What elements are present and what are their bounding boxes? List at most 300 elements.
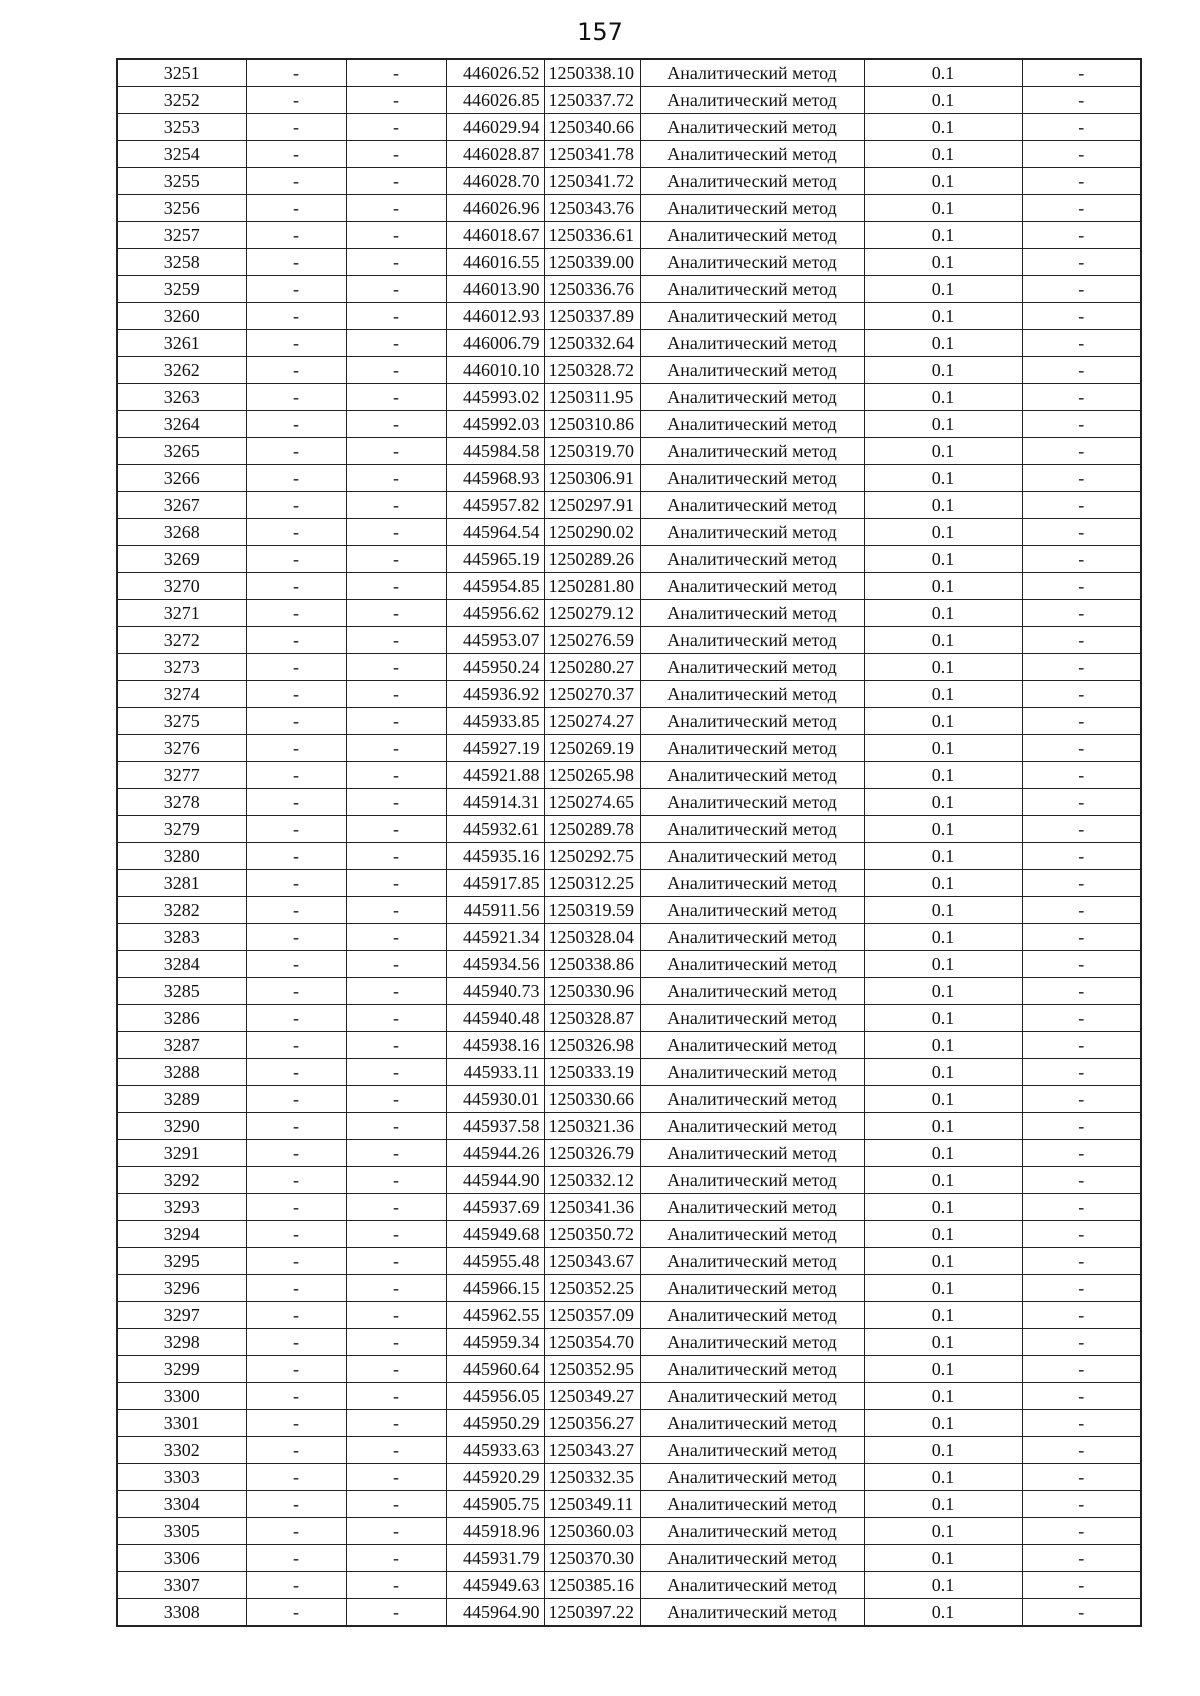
dash-cell: -: [246, 411, 346, 438]
y-coordinate-cell: 1250330.66: [544, 1086, 640, 1113]
point-number-cell: 3263: [117, 384, 246, 411]
dash-cell: -: [246, 1140, 346, 1167]
dash-cell: -: [246, 600, 346, 627]
method-cell: Аналитический метод: [640, 1059, 864, 1086]
y-coordinate-cell: 1250269.19: [544, 735, 640, 762]
accuracy-cell: 0.1: [864, 276, 1022, 303]
x-coordinate-cell: 446018.67: [446, 222, 544, 249]
accuracy-cell: 0.1: [864, 627, 1022, 654]
accuracy-cell: 0.1: [864, 1491, 1022, 1518]
accuracy-cell: 0.1: [864, 357, 1022, 384]
x-coordinate-cell: 445949.68: [446, 1221, 544, 1248]
dash-cell: -: [246, 357, 346, 384]
point-number-cell: 3280: [117, 843, 246, 870]
x-coordinate-cell: 445993.02: [446, 384, 544, 411]
x-coordinate-cell: 446012.93: [446, 303, 544, 330]
table-row: [117, 1032, 1141, 1059]
table-body: [117, 59, 1141, 1626]
y-coordinate-cell: 1250341.78: [544, 141, 640, 168]
accuracy-cell: 0.1: [864, 1572, 1022, 1599]
dash-cell: -: [1022, 1275, 1141, 1302]
dash-cell: -: [346, 546, 446, 573]
y-coordinate-cell: 1250274.27: [544, 708, 640, 735]
x-coordinate-cell: 445956.62: [446, 600, 544, 627]
point-number-cell: 3272: [117, 627, 246, 654]
dash-cell: -: [346, 573, 446, 600]
table-row: [117, 1329, 1141, 1356]
table-row: [117, 195, 1141, 222]
dash-cell: -: [246, 276, 346, 303]
dash-cell: -: [346, 816, 446, 843]
dash-cell: -: [1022, 114, 1141, 141]
x-coordinate-cell: 445911.56: [446, 897, 544, 924]
dash-cell: -: [346, 276, 446, 303]
table-row: [117, 546, 1141, 573]
y-coordinate-cell: 1250280.27: [544, 654, 640, 681]
dash-cell: -: [1022, 1599, 1141, 1627]
table-row: [117, 1140, 1141, 1167]
dash-cell: -: [246, 1113, 346, 1140]
dash-cell: -: [346, 357, 446, 384]
dash-cell: -: [246, 438, 346, 465]
y-coordinate-cell: 1250357.09: [544, 1302, 640, 1329]
accuracy-cell: 0.1: [864, 492, 1022, 519]
dash-cell: -: [346, 492, 446, 519]
dash-cell: -: [1022, 1356, 1141, 1383]
accuracy-cell: 0.1: [864, 1140, 1022, 1167]
method-cell: Аналитический метод: [640, 330, 864, 357]
dash-cell: -: [246, 195, 346, 222]
point-number-cell: 3253: [117, 114, 246, 141]
y-coordinate-cell: 1250343.67: [544, 1248, 640, 1275]
point-number-cell: 3266: [117, 465, 246, 492]
method-cell: Аналитический метод: [640, 627, 864, 654]
y-coordinate-cell: 1250350.72: [544, 1221, 640, 1248]
table-row: [117, 1356, 1141, 1383]
point-number-cell: 3288: [117, 1059, 246, 1086]
y-coordinate-cell: 1250319.70: [544, 438, 640, 465]
x-coordinate-cell: 446010.10: [446, 357, 544, 384]
accuracy-cell: 0.1: [864, 1383, 1022, 1410]
table-row: [117, 1302, 1141, 1329]
table-row: [117, 600, 1141, 627]
dash-cell: -: [346, 330, 446, 357]
table-row: [117, 1275, 1141, 1302]
y-coordinate-cell: 1250332.35: [544, 1464, 640, 1491]
y-coordinate-cell: 1250341.36: [544, 1194, 640, 1221]
accuracy-cell: 0.1: [864, 384, 1022, 411]
y-coordinate-cell: 1250341.72: [544, 168, 640, 195]
dash-cell: -: [1022, 546, 1141, 573]
dash-cell: -: [346, 1599, 446, 1627]
dash-cell: -: [246, 1383, 346, 1410]
point-number-cell: 3297: [117, 1302, 246, 1329]
dash-cell: -: [1022, 843, 1141, 870]
table-row: [117, 1572, 1141, 1599]
y-coordinate-cell: 1250338.86: [544, 951, 640, 978]
point-number-cell: 3300: [117, 1383, 246, 1410]
y-coordinate-cell: 1250310.86: [544, 411, 640, 438]
dash-cell: -: [246, 1518, 346, 1545]
dash-cell: -: [246, 1572, 346, 1599]
table-row: [117, 1113, 1141, 1140]
y-coordinate-cell: 1250265.98: [544, 762, 640, 789]
dash-cell: -: [346, 1005, 446, 1032]
x-coordinate-cell: 445934.56: [446, 951, 544, 978]
accuracy-cell: 0.1: [864, 1464, 1022, 1491]
point-number-cell: 3304: [117, 1491, 246, 1518]
method-cell: Аналитический метод: [640, 546, 864, 573]
dash-cell: -: [1022, 951, 1141, 978]
dash-cell: -: [1022, 573, 1141, 600]
x-coordinate-cell: 445931.79: [446, 1545, 544, 1572]
method-cell: Аналитический метод: [640, 1194, 864, 1221]
dash-cell: -: [246, 816, 346, 843]
dash-cell: -: [246, 249, 346, 276]
y-coordinate-cell: 1250337.72: [544, 87, 640, 114]
accuracy-cell: 0.1: [864, 924, 1022, 951]
x-coordinate-cell: 445935.16: [446, 843, 544, 870]
method-cell: Аналитический метод: [640, 1140, 864, 1167]
point-number-cell: 3285: [117, 978, 246, 1005]
dash-cell: -: [1022, 1329, 1141, 1356]
table-row: [117, 141, 1141, 168]
x-coordinate-cell: 445944.90: [446, 1167, 544, 1194]
table-row: [117, 411, 1141, 438]
point-number-cell: 3282: [117, 897, 246, 924]
x-coordinate-cell: 445937.69: [446, 1194, 544, 1221]
dash-cell: -: [246, 87, 346, 114]
dash-cell: -: [246, 1329, 346, 1356]
dash-cell: -: [346, 303, 446, 330]
method-cell: Аналитический метод: [640, 59, 864, 87]
method-cell: Аналитический метод: [640, 924, 864, 951]
accuracy-cell: 0.1: [864, 1221, 1022, 1248]
table-row: [117, 114, 1141, 141]
dash-cell: -: [246, 1194, 346, 1221]
dash-cell: -: [1022, 600, 1141, 627]
x-coordinate-cell: 445956.05: [446, 1383, 544, 1410]
table-row: [117, 681, 1141, 708]
method-cell: Аналитический метод: [640, 141, 864, 168]
table-row: [117, 519, 1141, 546]
point-number-cell: 3292: [117, 1167, 246, 1194]
table-row: [117, 924, 1141, 951]
method-cell: Аналитический метод: [640, 573, 864, 600]
dash-cell: -: [346, 1167, 446, 1194]
x-coordinate-cell: 445938.16: [446, 1032, 544, 1059]
dash-cell: -: [346, 1464, 446, 1491]
x-coordinate-cell: 445937.58: [446, 1113, 544, 1140]
y-coordinate-cell: 1250270.37: [544, 681, 640, 708]
dash-cell: -: [1022, 1518, 1141, 1545]
point-number-cell: 3265: [117, 438, 246, 465]
accuracy-cell: 0.1: [864, 519, 1022, 546]
table-row: [117, 222, 1141, 249]
x-coordinate-cell: 445950.24: [446, 654, 544, 681]
accuracy-cell: 0.1: [864, 1599, 1022, 1627]
table-row: [117, 87, 1141, 114]
table-row: [117, 816, 1141, 843]
dash-cell: -: [246, 1545, 346, 1572]
accuracy-cell: 0.1: [864, 681, 1022, 708]
point-number-cell: 3254: [117, 141, 246, 168]
method-cell: Аналитический метод: [640, 951, 864, 978]
dash-cell: -: [246, 222, 346, 249]
table-row: [117, 1491, 1141, 1518]
y-coordinate-cell: 1250354.70: [544, 1329, 640, 1356]
y-coordinate-cell: 1250292.75: [544, 843, 640, 870]
method-cell: Аналитический метод: [640, 1491, 864, 1518]
point-number-cell: 3298: [117, 1329, 246, 1356]
y-coordinate-cell: 1250328.87: [544, 1005, 640, 1032]
method-cell: Аналитический метод: [640, 600, 864, 627]
y-coordinate-cell: 1250274.65: [544, 789, 640, 816]
dash-cell: -: [346, 195, 446, 222]
method-cell: Аналитический метод: [640, 1329, 864, 1356]
dash-cell: -: [1022, 1032, 1141, 1059]
dash-cell: -: [246, 303, 346, 330]
coordinates-table: [116, 58, 1142, 1627]
table-row: [117, 897, 1141, 924]
dash-cell: -: [1022, 1302, 1141, 1329]
point-number-cell: 3252: [117, 87, 246, 114]
dash-cell: -: [1022, 168, 1141, 195]
dash-cell: -: [246, 519, 346, 546]
method-cell: Аналитический метод: [640, 897, 864, 924]
dash-cell: -: [346, 519, 446, 546]
table-row: [117, 843, 1141, 870]
dash-cell: -: [246, 843, 346, 870]
point-number-cell: 3255: [117, 168, 246, 195]
x-coordinate-cell: 445933.85: [446, 708, 544, 735]
accuracy-cell: 0.1: [864, 1518, 1022, 1545]
dash-cell: -: [1022, 1113, 1141, 1140]
accuracy-cell: 0.1: [864, 816, 1022, 843]
accuracy-cell: 0.1: [864, 1059, 1022, 1086]
y-coordinate-cell: 1250336.76: [544, 276, 640, 303]
point-number-cell: 3271: [117, 600, 246, 627]
dash-cell: -: [246, 1437, 346, 1464]
method-cell: Аналитический метод: [640, 1356, 864, 1383]
point-number-cell: 3306: [117, 1545, 246, 1572]
dash-cell: -: [246, 978, 346, 1005]
table-row: [117, 1545, 1141, 1572]
x-coordinate-cell: 445933.63: [446, 1437, 544, 1464]
accuracy-cell: 0.1: [864, 1086, 1022, 1113]
point-number-cell: 3273: [117, 654, 246, 681]
dash-cell: -: [346, 1086, 446, 1113]
point-number-cell: 3308: [117, 1599, 246, 1627]
table-row: [117, 330, 1141, 357]
method-cell: Аналитический метод: [640, 735, 864, 762]
dash-cell: -: [1022, 681, 1141, 708]
dash-cell: -: [1022, 1086, 1141, 1113]
point-number-cell: 3278: [117, 789, 246, 816]
x-coordinate-cell: 446029.94: [446, 114, 544, 141]
point-number-cell: 3307: [117, 1572, 246, 1599]
table-row: [117, 1167, 1141, 1194]
x-coordinate-cell: 446028.70: [446, 168, 544, 195]
method-cell: Аналитический метод: [640, 384, 864, 411]
point-number-cell: 3261: [117, 330, 246, 357]
dash-cell: -: [246, 1599, 346, 1627]
y-coordinate-cell: 1250343.76: [544, 195, 640, 222]
y-coordinate-cell: 1250352.25: [544, 1275, 640, 1302]
dash-cell: -: [346, 1356, 446, 1383]
dash-cell: -: [1022, 1491, 1141, 1518]
point-number-cell: 3296: [117, 1275, 246, 1302]
dash-cell: -: [1022, 276, 1141, 303]
dash-cell: -: [346, 897, 446, 924]
x-coordinate-cell: 445921.88: [446, 762, 544, 789]
x-coordinate-cell: 445918.96: [446, 1518, 544, 1545]
x-coordinate-cell: 445964.90: [446, 1599, 544, 1627]
accuracy-cell: 0.1: [864, 168, 1022, 195]
dash-cell: -: [1022, 303, 1141, 330]
table-row: [117, 870, 1141, 897]
dash-cell: -: [246, 1032, 346, 1059]
dash-cell: -: [1022, 924, 1141, 951]
y-coordinate-cell: 1250319.59: [544, 897, 640, 924]
accuracy-cell: 0.1: [864, 59, 1022, 87]
point-number-cell: 3303: [117, 1464, 246, 1491]
dash-cell: -: [246, 492, 346, 519]
point-number-cell: 3299: [117, 1356, 246, 1383]
dash-cell: -: [1022, 870, 1141, 897]
dash-cell: -: [1022, 357, 1141, 384]
accuracy-cell: 0.1: [864, 1410, 1022, 1437]
dash-cell: -: [246, 1221, 346, 1248]
method-cell: Аналитический метод: [640, 1248, 864, 1275]
point-number-cell: 3293: [117, 1194, 246, 1221]
x-coordinate-cell: 445955.48: [446, 1248, 544, 1275]
point-number-cell: 3257: [117, 222, 246, 249]
dash-cell: -: [1022, 222, 1141, 249]
table-row: [117, 168, 1141, 195]
point-number-cell: 3277: [117, 762, 246, 789]
y-coordinate-cell: 1250311.95: [544, 384, 640, 411]
y-coordinate-cell: 1250360.03: [544, 1518, 640, 1545]
dash-cell: -: [1022, 195, 1141, 222]
x-coordinate-cell: 445957.82: [446, 492, 544, 519]
method-cell: Аналитический метод: [640, 222, 864, 249]
dash-cell: -: [246, 654, 346, 681]
x-coordinate-cell: 445953.07: [446, 627, 544, 654]
method-cell: Аналитический метод: [640, 1437, 864, 1464]
accuracy-cell: 0.1: [864, 762, 1022, 789]
point-number-cell: 3302: [117, 1437, 246, 1464]
dash-cell: -: [246, 708, 346, 735]
y-coordinate-cell: 1250339.00: [544, 249, 640, 276]
table-row: [117, 1005, 1141, 1032]
dash-cell: -: [1022, 1410, 1141, 1437]
method-cell: Аналитический метод: [640, 465, 864, 492]
dash-cell: -: [346, 654, 446, 681]
x-coordinate-cell: 445966.15: [446, 1275, 544, 1302]
x-coordinate-cell: 445905.75: [446, 1491, 544, 1518]
x-coordinate-cell: 445984.58: [446, 438, 544, 465]
point-number-cell: 3301: [117, 1410, 246, 1437]
method-cell: Аналитический метод: [640, 438, 864, 465]
dash-cell: -: [1022, 438, 1141, 465]
point-number-cell: 3286: [117, 1005, 246, 1032]
x-coordinate-cell: 446026.96: [446, 195, 544, 222]
dash-cell: -: [1022, 978, 1141, 1005]
method-cell: Аналитический метод: [640, 789, 864, 816]
y-coordinate-cell: 1250326.98: [544, 1032, 640, 1059]
dash-cell: -: [246, 870, 346, 897]
accuracy-cell: 0.1: [864, 978, 1022, 1005]
dash-cell: -: [1022, 654, 1141, 681]
point-number-cell: 3262: [117, 357, 246, 384]
accuracy-cell: 0.1: [864, 870, 1022, 897]
table-row: [117, 276, 1141, 303]
y-coordinate-cell: 1250352.95: [544, 1356, 640, 1383]
dash-cell: -: [1022, 249, 1141, 276]
dash-cell: -: [346, 1221, 446, 1248]
dash-cell: -: [346, 1329, 446, 1356]
y-coordinate-cell: 1250312.25: [544, 870, 640, 897]
dash-cell: -: [346, 762, 446, 789]
accuracy-cell: 0.1: [864, 330, 1022, 357]
dash-cell: -: [1022, 1464, 1141, 1491]
dash-cell: -: [346, 708, 446, 735]
dash-cell: -: [246, 897, 346, 924]
point-number-cell: 3264: [117, 411, 246, 438]
point-number-cell: 3283: [117, 924, 246, 951]
dash-cell: -: [246, 1302, 346, 1329]
point-number-cell: 3260: [117, 303, 246, 330]
y-coordinate-cell: 1250306.91: [544, 465, 640, 492]
dash-cell: -: [346, 1275, 446, 1302]
accuracy-cell: 0.1: [864, 114, 1022, 141]
accuracy-cell: 0.1: [864, 1545, 1022, 1572]
dash-cell: -: [246, 546, 346, 573]
dash-cell: -: [246, 141, 346, 168]
dash-cell: -: [1022, 1167, 1141, 1194]
y-coordinate-cell: 1250326.79: [544, 1140, 640, 1167]
point-number-cell: 3251: [117, 59, 246, 87]
point-number-cell: 3279: [117, 816, 246, 843]
accuracy-cell: 0.1: [864, 222, 1022, 249]
dash-cell: -: [246, 1464, 346, 1491]
point-number-cell: 3275: [117, 708, 246, 735]
table-row: [117, 438, 1141, 465]
accuracy-cell: 0.1: [864, 438, 1022, 465]
dash-cell: -: [1022, 141, 1141, 168]
accuracy-cell: 0.1: [864, 843, 1022, 870]
dash-cell: -: [1022, 1572, 1141, 1599]
y-coordinate-cell: 1250336.61: [544, 222, 640, 249]
x-coordinate-cell: 445949.63: [446, 1572, 544, 1599]
dash-cell: -: [1022, 789, 1141, 816]
dash-cell: -: [246, 465, 346, 492]
method-cell: Аналитический метод: [640, 411, 864, 438]
y-coordinate-cell: 1250340.66: [544, 114, 640, 141]
dash-cell: -: [1022, 87, 1141, 114]
method-cell: Аналитический метод: [640, 195, 864, 222]
dash-cell: -: [1022, 1221, 1141, 1248]
accuracy-cell: 0.1: [864, 573, 1022, 600]
dash-cell: -: [346, 1518, 446, 1545]
dash-cell: -: [346, 438, 446, 465]
method-cell: Аналитический метод: [640, 1599, 864, 1627]
table-row: [117, 59, 1141, 87]
x-coordinate-cell: 445962.55: [446, 1302, 544, 1329]
dash-cell: -: [346, 978, 446, 1005]
dash-cell: -: [246, 789, 346, 816]
